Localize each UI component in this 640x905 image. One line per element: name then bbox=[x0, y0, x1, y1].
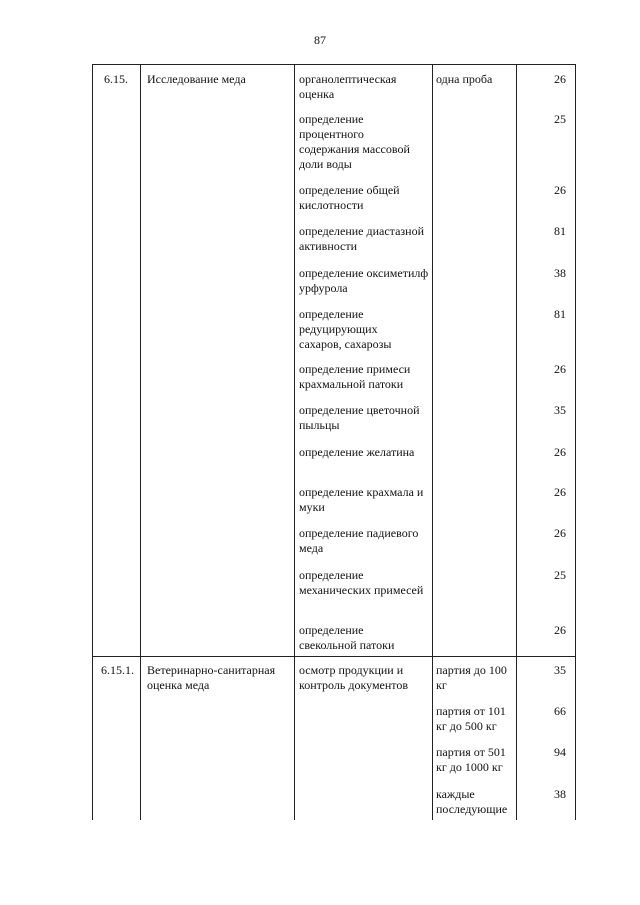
page-number: 87 bbox=[314, 33, 326, 47]
service-cell: определение падиевого меда bbox=[299, 526, 419, 555]
price-cell: 81 bbox=[554, 224, 566, 238]
price-cell: 26 bbox=[554, 485, 566, 499]
price-cell: 25 bbox=[554, 568, 566, 582]
service-cell: определение цветочной пыльцы bbox=[299, 403, 420, 432]
service-cell: определение общей кислотности bbox=[299, 183, 400, 212]
unit-cell: одна проба bbox=[436, 72, 493, 86]
table-col-divider bbox=[516, 64, 517, 820]
table-border-left bbox=[92, 64, 93, 820]
service-cell: определение диастазной активности bbox=[299, 224, 424, 253]
price-cell: 26 bbox=[554, 445, 566, 459]
table-col-divider bbox=[140, 64, 141, 820]
service-cell: определение механических примесей bbox=[299, 568, 424, 597]
section-divider bbox=[92, 656, 576, 657]
price-cell: 94 bbox=[554, 745, 566, 759]
unit-cell: партия до 100 кг bbox=[436, 663, 507, 692]
service-cell: определение оксиметилфурфурола bbox=[299, 266, 429, 295]
table-col-divider bbox=[432, 64, 433, 820]
price-cell: 66 bbox=[554, 704, 566, 718]
price-cell: 35 bbox=[554, 403, 566, 417]
service-cell: определение крахмала и муки bbox=[299, 485, 424, 514]
price-cell: 25 bbox=[554, 112, 566, 126]
table-col-divider bbox=[294, 64, 295, 820]
price-cell: 38 bbox=[554, 787, 566, 801]
service-cell: определение желатина bbox=[299, 445, 415, 459]
price-cell: 81 bbox=[554, 307, 566, 321]
unit-cell: партия от 501 кг до 1000 кг bbox=[436, 745, 506, 774]
service-cell: органолептическая оценка bbox=[299, 72, 397, 101]
service-cell: определение свекольной патоки bbox=[299, 623, 395, 652]
section-name: Исследование меда bbox=[147, 72, 246, 86]
price-cell: 26 bbox=[554, 362, 566, 376]
unit-cell: партия от 101 кг до 500 кг bbox=[436, 704, 506, 733]
service-cell: определение примеси крахмальной патоки bbox=[299, 362, 411, 391]
table-border-right bbox=[575, 64, 576, 820]
service-cell: определение редуцирующих сахаров, сахарозы bbox=[299, 307, 392, 351]
price-cell: 26 bbox=[554, 526, 566, 540]
price-table bbox=[92, 64, 576, 820]
service-cell: осмотр продукции и контроль документов bbox=[299, 663, 409, 692]
price-cell: 35 bbox=[554, 663, 566, 677]
price-cell: 26 bbox=[554, 72, 566, 86]
section-code: 6.15.1. bbox=[101, 663, 134, 677]
price-cell: 26 bbox=[554, 623, 566, 637]
service-cell: определение процентного содержания массовой доли воды bbox=[299, 112, 410, 171]
table-border-top bbox=[92, 64, 576, 65]
section-code: 6.15. bbox=[104, 72, 128, 86]
price-cell: 38 bbox=[554, 266, 566, 280]
price-cell: 26 bbox=[554, 183, 566, 197]
unit-cell: каждые последующие bbox=[436, 787, 508, 816]
section-name: Ветеринарно-санитарная оценка меда bbox=[147, 663, 276, 692]
